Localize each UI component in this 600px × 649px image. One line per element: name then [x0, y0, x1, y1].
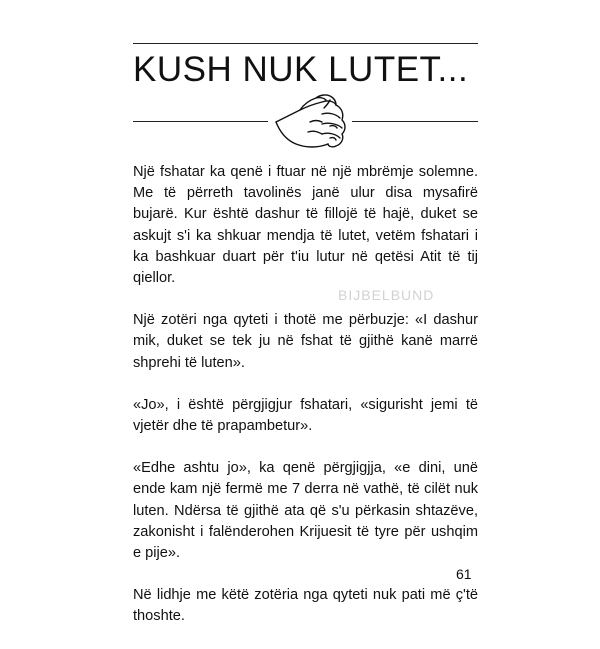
praying-hands-icon [270, 92, 352, 154]
top-rule [133, 43, 478, 44]
paragraph: Një fshatar ka qenë i ftuar në një mbrëmje solemne. Me të përreth tavolinës janë ulur disa mysafirë bujarë. Kur është dashur të fillojë të hajë, duket se askujt s'i ka shkuar mendja të lutet, vetëm fshatari i ka bashkuar duart për t'iu lutur në qetësi Atit të tij qiellor. [133, 164, 478, 287]
divider-left [133, 121, 268, 122]
divider-right [352, 121, 478, 122]
chapter-title: KUSH NUK LUTET... [133, 50, 469, 89]
paragraph: «Edhe ashtu jo», ka qenë përgjigjja, «e dini, unë ende kam një fermë me 7 derra në vathë, të cilët nuk luten. Ndërsa të gjithë ata që s'u përkasin shtazëve, zakonisht i falënderohen Krijuesit të tyre për ushqim e pije». [133, 460, 478, 562]
watermark: BIJBELBUND [338, 287, 435, 303]
paragraph: Në lidhje me këtë zotëria nga qyteti nuk pati më ç'të thoshte. [133, 587, 478, 625]
paragraph: Një zotëri nga qyteti i thotë me përbuzje: «I dashur mik, duket se tek ju në fshat të gjithë kanë marrë shprehi të luten». [133, 312, 478, 371]
page-number: 61 [456, 566, 472, 582]
paragraph: «Jo», i është përgjigjur fshatari, «sigurisht jemi të vjetër dhe të prapambetur». [133, 396, 478, 435]
story-text [133, 162, 478, 649]
